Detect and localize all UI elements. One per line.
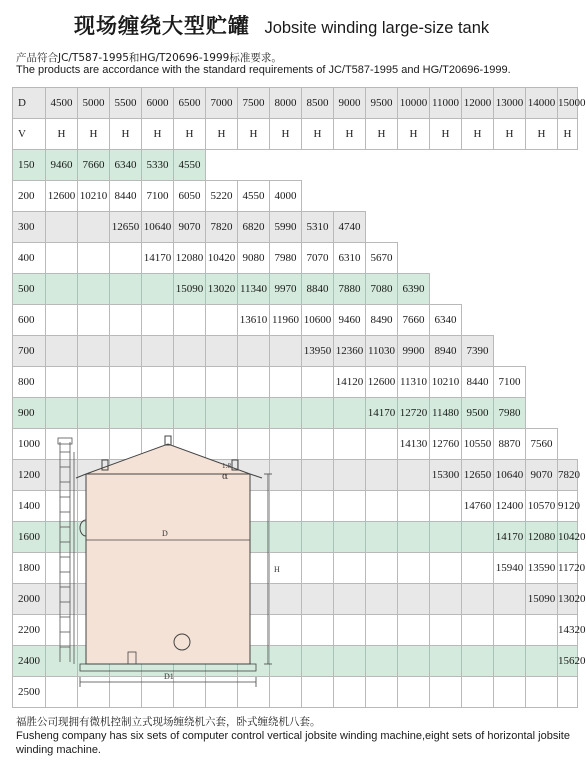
empty-cell bbox=[526, 150, 558, 181]
height-value: 15090 bbox=[526, 584, 558, 615]
height-value: 7100 bbox=[494, 367, 526, 398]
empty-cell bbox=[366, 584, 398, 615]
diameter-header: 4500 bbox=[46, 88, 78, 119]
height-value: 13610 bbox=[238, 305, 270, 336]
empty-cell bbox=[110, 274, 142, 305]
height-value: 10640 bbox=[142, 212, 174, 243]
height-value: 12080 bbox=[526, 522, 558, 553]
volume-cell: 1200 bbox=[13, 460, 46, 491]
height-value: 9080 bbox=[238, 243, 270, 274]
empty-cell bbox=[174, 305, 206, 336]
table-row bbox=[13, 212, 578, 243]
empty-cell bbox=[270, 336, 302, 367]
title-english: Jobsite winding large-size tank bbox=[264, 19, 490, 37]
empty-cell bbox=[366, 460, 398, 491]
volume-cell: 150 bbox=[13, 150, 46, 181]
volume-cell: 2500 bbox=[13, 677, 46, 708]
empty-cell bbox=[494, 150, 526, 181]
height-value: 8940 bbox=[430, 336, 462, 367]
empty-cell bbox=[526, 274, 558, 305]
empty-cell bbox=[526, 646, 558, 677]
volume-cell: 800 bbox=[13, 367, 46, 398]
h-header: H bbox=[174, 119, 206, 150]
height-value: 9070 bbox=[526, 460, 558, 491]
height-value: 13590 bbox=[526, 553, 558, 584]
height-value: 8840 bbox=[302, 274, 334, 305]
empty-cell bbox=[302, 181, 334, 212]
empty-cell bbox=[46, 305, 78, 336]
height-value: 14120 bbox=[334, 367, 366, 398]
empty-cell bbox=[430, 212, 462, 243]
empty-cell bbox=[398, 460, 430, 491]
empty-cell bbox=[430, 522, 462, 553]
empty-cell bbox=[110, 305, 142, 336]
height-value: 12360 bbox=[334, 336, 366, 367]
empty-cell bbox=[334, 646, 366, 677]
height-value: 13020 bbox=[558, 584, 578, 615]
empty-cell bbox=[398, 181, 430, 212]
empty-cell bbox=[46, 212, 78, 243]
tank-base bbox=[80, 664, 256, 671]
empty-cell bbox=[334, 677, 366, 708]
empty-cell bbox=[206, 336, 238, 367]
ladder bbox=[58, 438, 72, 662]
height-value: 14320 bbox=[558, 615, 578, 646]
label-h: H bbox=[274, 565, 280, 574]
empty-cell bbox=[558, 243, 578, 274]
empty-cell bbox=[398, 212, 430, 243]
volume-cell: 2400 bbox=[13, 646, 46, 677]
empty-cell bbox=[558, 212, 578, 243]
empty-cell bbox=[142, 336, 174, 367]
height-value: 8440 bbox=[110, 181, 142, 212]
empty-cell bbox=[334, 615, 366, 646]
diameter-header: 5000 bbox=[78, 88, 110, 119]
height-value: 7820 bbox=[206, 212, 238, 243]
height-value: 9900 bbox=[398, 336, 430, 367]
empty-cell bbox=[494, 336, 526, 367]
empty-cell bbox=[494, 212, 526, 243]
empty-cell bbox=[526, 212, 558, 243]
empty-cell bbox=[366, 491, 398, 522]
d-header-label: D bbox=[13, 88, 46, 119]
height-value: 5330 bbox=[142, 150, 174, 181]
height-value: 11480 bbox=[430, 398, 462, 429]
volume-cell: 200 bbox=[13, 181, 46, 212]
h-header: H bbox=[526, 119, 558, 150]
height-value: 14170 bbox=[366, 398, 398, 429]
h-header: H bbox=[366, 119, 398, 150]
height-value: 10550 bbox=[462, 429, 494, 460]
empty-cell bbox=[46, 336, 78, 367]
volume-cell: 700 bbox=[13, 336, 46, 367]
h-header: H bbox=[462, 119, 494, 150]
standard-note-english: The products are accordance with the standard requirements of JC/T587-1995 and HG/T20696-1999. bbox=[16, 64, 511, 76]
empty-cell bbox=[558, 181, 578, 212]
empty-cell bbox=[558, 429, 578, 460]
h-header: H bbox=[494, 119, 526, 150]
empty-cell bbox=[398, 243, 430, 274]
h-header: H bbox=[78, 119, 110, 150]
height-value: 12080 bbox=[174, 243, 206, 274]
empty-cell bbox=[142, 305, 174, 336]
height-value: 12720 bbox=[398, 398, 430, 429]
height-header-row bbox=[13, 119, 578, 150]
height-value: 4000 bbox=[270, 181, 302, 212]
empty-cell bbox=[526, 367, 558, 398]
empty-cell bbox=[558, 677, 578, 708]
height-value: 10210 bbox=[78, 181, 110, 212]
volume-cell: 400 bbox=[13, 243, 46, 274]
height-value: 7080 bbox=[366, 274, 398, 305]
height-value: 7660 bbox=[78, 150, 110, 181]
height-value: 10570 bbox=[526, 491, 558, 522]
empty-cell bbox=[78, 243, 110, 274]
height-value: 10210 bbox=[430, 367, 462, 398]
height-value: 7070 bbox=[302, 243, 334, 274]
table-row bbox=[13, 305, 578, 336]
empty-cell bbox=[462, 677, 494, 708]
empty-cell bbox=[462, 274, 494, 305]
height-value: 5310 bbox=[302, 212, 334, 243]
volume-cell: 600 bbox=[13, 305, 46, 336]
empty-cell bbox=[174, 336, 206, 367]
empty-cell bbox=[46, 274, 78, 305]
empty-cell bbox=[430, 274, 462, 305]
empty-cell bbox=[334, 460, 366, 491]
empty-cell bbox=[558, 150, 578, 181]
empty-cell bbox=[462, 305, 494, 336]
empty-cell bbox=[494, 677, 526, 708]
empty-cell bbox=[526, 398, 558, 429]
empty-cell bbox=[78, 305, 110, 336]
height-value: 12760 bbox=[430, 429, 462, 460]
empty-cell bbox=[366, 212, 398, 243]
height-value: 7980 bbox=[494, 398, 526, 429]
volume-cell: 900 bbox=[13, 398, 46, 429]
diameter-header: 6500 bbox=[174, 88, 206, 119]
empty-cell bbox=[398, 522, 430, 553]
h-header: H bbox=[238, 119, 270, 150]
h-header: H bbox=[334, 119, 366, 150]
table-row bbox=[13, 243, 578, 274]
empty-cell bbox=[334, 181, 366, 212]
height-value: 7100 bbox=[142, 181, 174, 212]
height-value: 4740 bbox=[334, 212, 366, 243]
empty-cell bbox=[366, 615, 398, 646]
height-value: 12600 bbox=[366, 367, 398, 398]
empty-cell bbox=[334, 491, 366, 522]
empty-cell bbox=[494, 243, 526, 274]
empty-cell bbox=[398, 491, 430, 522]
empty-cell bbox=[430, 491, 462, 522]
empty-cell bbox=[142, 274, 174, 305]
empty-cell bbox=[334, 553, 366, 584]
volume-cell: 1800 bbox=[13, 553, 46, 584]
table-row bbox=[13, 274, 578, 305]
empty-cell bbox=[462, 646, 494, 677]
height-value: 12650 bbox=[110, 212, 142, 243]
empty-cell bbox=[494, 274, 526, 305]
empty-cell bbox=[334, 522, 366, 553]
diameter-header: 7000 bbox=[206, 88, 238, 119]
h-header: H bbox=[110, 119, 142, 150]
page-title bbox=[74, 10, 489, 40]
volume-cell: 300 bbox=[13, 212, 46, 243]
diameter-header: 9000 bbox=[334, 88, 366, 119]
empty-cell bbox=[526, 336, 558, 367]
diameter-header: 12000 bbox=[462, 88, 494, 119]
height-value: 11310 bbox=[398, 367, 430, 398]
empty-cell bbox=[366, 150, 398, 181]
height-value: 13020 bbox=[206, 274, 238, 305]
empty-cell bbox=[526, 305, 558, 336]
empty-cell bbox=[110, 243, 142, 274]
diameter-header: 13000 bbox=[494, 88, 526, 119]
height-value: 6820 bbox=[238, 212, 270, 243]
height-value: 12400 bbox=[494, 491, 526, 522]
diameter-header: 11000 bbox=[430, 88, 462, 119]
height-value: 12650 bbox=[462, 460, 494, 491]
height-value: 8870 bbox=[494, 429, 526, 460]
height-value: 15300 bbox=[430, 460, 462, 491]
height-value: 9460 bbox=[46, 150, 78, 181]
diameter-header: 9500 bbox=[366, 88, 398, 119]
table-row bbox=[13, 336, 578, 367]
empty-cell bbox=[398, 615, 430, 646]
height-value: 11340 bbox=[238, 274, 270, 305]
diameter-header: 15000 bbox=[558, 88, 578, 119]
height-value: 6050 bbox=[174, 181, 206, 212]
label-d: D bbox=[162, 529, 168, 538]
empty-cell bbox=[366, 646, 398, 677]
height-value: 6310 bbox=[334, 243, 366, 274]
height-value: 11720 bbox=[558, 553, 578, 584]
empty-cell bbox=[46, 243, 78, 274]
empty-cell bbox=[366, 677, 398, 708]
empty-cell bbox=[206, 367, 238, 398]
height-value: 11030 bbox=[366, 336, 398, 367]
empty-cell bbox=[334, 398, 366, 429]
height-value: 8440 bbox=[462, 367, 494, 398]
height-value: 15090 bbox=[174, 274, 206, 305]
h-header: H bbox=[302, 119, 334, 150]
diameter-header: 7500 bbox=[238, 88, 270, 119]
diameter-header: 10000 bbox=[398, 88, 430, 119]
empty-cell bbox=[302, 367, 334, 398]
title-chinese: 现场缠绕大型贮罐 bbox=[74, 14, 250, 38]
height-value: 14170 bbox=[142, 243, 174, 274]
h-header: H bbox=[558, 119, 578, 150]
footer-note-chinese: 福胜公司现拥有微机控制立式现场缠绕机六套，卧式缠绕机八套。 bbox=[16, 716, 321, 728]
h-header: H bbox=[206, 119, 238, 150]
empty-cell bbox=[78, 367, 110, 398]
height-value: 7820 bbox=[558, 460, 578, 491]
height-value: 15620 bbox=[558, 646, 578, 677]
height-value: 9970 bbox=[270, 274, 302, 305]
height-value: 9120 bbox=[558, 491, 578, 522]
v-header-label: V bbox=[13, 119, 46, 150]
empty-cell bbox=[430, 646, 462, 677]
empty-cell bbox=[526, 181, 558, 212]
empty-cell bbox=[78, 274, 110, 305]
height-value: 9460 bbox=[334, 305, 366, 336]
empty-cell bbox=[430, 584, 462, 615]
empty-cell bbox=[334, 150, 366, 181]
empty-cell bbox=[462, 584, 494, 615]
empty-cell bbox=[398, 646, 430, 677]
height-value: 4550 bbox=[174, 150, 206, 181]
table-row bbox=[13, 367, 578, 398]
height-value: 8490 bbox=[366, 305, 398, 336]
empty-cell bbox=[526, 615, 558, 646]
volume-cell: 2200 bbox=[13, 615, 46, 646]
h-header: H bbox=[430, 119, 462, 150]
height-value: 10420 bbox=[206, 243, 238, 274]
height-value: 10640 bbox=[494, 460, 526, 491]
footer-note-english: Fusheng company has six sets of computer control vertical jobsite winding machine,eight sets of horizontal jobsite winding machine. bbox=[16, 730, 570, 756]
height-value: 7660 bbox=[398, 305, 430, 336]
height-value: 12600 bbox=[46, 181, 78, 212]
h-header: H bbox=[142, 119, 174, 150]
empty-cell bbox=[430, 677, 462, 708]
label-slope: 1:8 bbox=[222, 462, 231, 470]
empty-cell bbox=[174, 367, 206, 398]
empty-cell bbox=[462, 615, 494, 646]
empty-cell bbox=[270, 367, 302, 398]
height-value: 5670 bbox=[366, 243, 398, 274]
empty-cell bbox=[398, 553, 430, 584]
label-alpha: α bbox=[222, 472, 229, 482]
empty-cell bbox=[494, 305, 526, 336]
height-value: 14760 bbox=[462, 491, 494, 522]
empty-cell bbox=[558, 367, 578, 398]
empty-cell bbox=[78, 212, 110, 243]
empty-cell bbox=[366, 522, 398, 553]
height-value: 13950 bbox=[302, 336, 334, 367]
height-value: 11960 bbox=[270, 305, 302, 336]
empty-cell bbox=[366, 181, 398, 212]
empty-cell bbox=[462, 150, 494, 181]
standard-note-chinese: 产品符合JC/T587-1995和HG/T20696-1999标准要求。 bbox=[16, 52, 282, 64]
height-value: 7880 bbox=[334, 274, 366, 305]
table-row bbox=[13, 181, 578, 212]
empty-cell bbox=[430, 181, 462, 212]
empty-cell bbox=[270, 150, 302, 181]
h-header: H bbox=[270, 119, 302, 150]
empty-cell bbox=[78, 336, 110, 367]
empty-cell bbox=[366, 429, 398, 460]
height-value: 9070 bbox=[174, 212, 206, 243]
empty-cell bbox=[430, 243, 462, 274]
empty-cell bbox=[206, 150, 238, 181]
volume-cell: 1600 bbox=[13, 522, 46, 553]
empty-cell bbox=[526, 677, 558, 708]
empty-cell bbox=[494, 646, 526, 677]
height-value: 7980 bbox=[270, 243, 302, 274]
empty-cell bbox=[110, 336, 142, 367]
empty-cell bbox=[238, 150, 270, 181]
volume-cell: 1400 bbox=[13, 491, 46, 522]
empty-cell bbox=[302, 150, 334, 181]
empty-cell bbox=[462, 181, 494, 212]
empty-cell bbox=[238, 367, 270, 398]
height-value: 6340 bbox=[110, 150, 142, 181]
empty-cell bbox=[558, 305, 578, 336]
diameter-header: 8500 bbox=[302, 88, 334, 119]
empty-cell bbox=[462, 243, 494, 274]
diameter-header: 5500 bbox=[110, 88, 142, 119]
diameter-header: 6000 bbox=[142, 88, 174, 119]
height-value: 14170 bbox=[494, 522, 526, 553]
empty-cell bbox=[398, 584, 430, 615]
h-header: H bbox=[46, 119, 78, 150]
volume-cell: 2000 bbox=[13, 584, 46, 615]
empty-cell bbox=[238, 336, 270, 367]
height-value: 7390 bbox=[462, 336, 494, 367]
volume-cell: 500 bbox=[13, 274, 46, 305]
height-value: 10600 bbox=[302, 305, 334, 336]
h-header: H bbox=[398, 119, 430, 150]
empty-cell bbox=[462, 522, 494, 553]
empty-cell bbox=[558, 274, 578, 305]
empty-cell bbox=[558, 398, 578, 429]
side-nozzle bbox=[80, 520, 86, 536]
empty-cell bbox=[558, 336, 578, 367]
empty-cell bbox=[430, 150, 462, 181]
empty-cell bbox=[334, 584, 366, 615]
height-value: 14130 bbox=[398, 429, 430, 460]
empty-cell bbox=[430, 553, 462, 584]
diameter-header-row bbox=[13, 88, 578, 119]
empty-cell bbox=[462, 553, 494, 584]
empty-cell bbox=[494, 615, 526, 646]
height-value: 7560 bbox=[526, 429, 558, 460]
volume-cell: 1000 bbox=[13, 429, 46, 460]
height-value: 6340 bbox=[430, 305, 462, 336]
empty-cell bbox=[46, 367, 78, 398]
empty-cell bbox=[206, 305, 238, 336]
tank-drawing bbox=[36, 412, 326, 708]
empty-cell bbox=[526, 243, 558, 274]
empty-cell bbox=[142, 367, 174, 398]
table-row bbox=[13, 150, 578, 181]
height-value: 5220 bbox=[206, 181, 238, 212]
height-value: 15940 bbox=[494, 553, 526, 584]
empty-cell bbox=[366, 553, 398, 584]
empty-cell bbox=[110, 367, 142, 398]
empty-cell bbox=[494, 181, 526, 212]
empty-cell bbox=[398, 150, 430, 181]
diameter-header: 8000 bbox=[270, 88, 302, 119]
height-value: 4550 bbox=[238, 181, 270, 212]
empty-cell bbox=[494, 584, 526, 615]
height-value: 5990 bbox=[270, 212, 302, 243]
empty-cell bbox=[334, 429, 366, 460]
empty-cell bbox=[430, 615, 462, 646]
height-value: 6390 bbox=[398, 274, 430, 305]
diameter-header: 14000 bbox=[526, 88, 558, 119]
height-value: 9500 bbox=[462, 398, 494, 429]
empty-cell bbox=[398, 677, 430, 708]
label-d1: D1 bbox=[164, 672, 174, 681]
empty-cell bbox=[462, 212, 494, 243]
height-value: 10420 bbox=[558, 522, 578, 553]
